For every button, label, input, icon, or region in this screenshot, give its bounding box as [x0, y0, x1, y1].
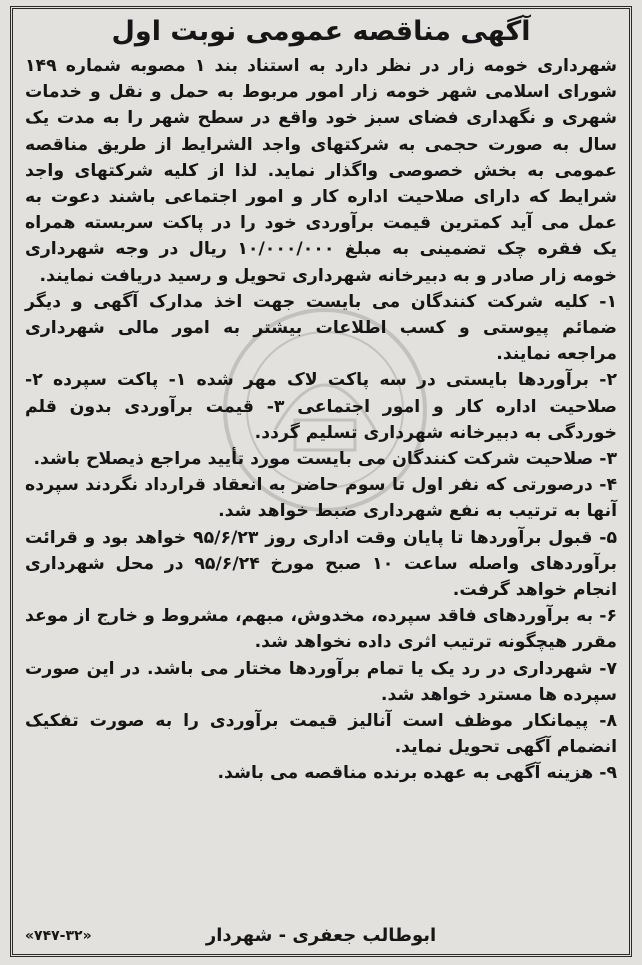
ad-code: «۷۴۷-۳۲»	[25, 928, 92, 944]
condition-item: ۶- به برآوردهای فاقد سپرده، مخدوش، مبهم، مشروط و خارج از موعد مقرر هیچگونه ترتیب اثری داده نخواهد شد.	[25, 606, 617, 653]
notice-title: آگهی مناقصه عمومی نوبت اول	[111, 16, 531, 47]
condition-item: ۲- برآوردها بایستی در سه پاکت لاک مهر شده ۱- پاکت سپرده ۲- صلاحیت اداره کار و امور اجتماعی ۳- قیمت برآوردی بدون قلم خوردگی به دبیرخانه شهرداری تسلیم گردد.	[25, 370, 617, 443]
condition-item: ۹- هزینه آگهی به عهده برنده مناقصه می باشد.	[217, 763, 617, 784]
condition-item: ۷- شهرداری در رد یک یا تمام برآوردها مختار می باشد. در این صورت سپرده ها مسترد خواهد شد.	[25, 658, 617, 705]
condition-item: ۳- صلاحیت شرکت کنندگان می بایست مورد تأیید مراجع ذیصلاح باشد.	[33, 449, 617, 470]
notice-intro: شهرداری خومه زار در نظر دارد به استناد بند ۱ مصوبه شماره ۱۴۹ شورای اسلامی شهر خومه زار امور مربوط به حمل و نقل و خدمات شهری و نگهداری فضای سبز خود واقع در سطح شهر را به مدت یک سال به صورت حجمی به شرکتهای واجد الشرایط از طریق مناقصه عمومی به بخش خصوصی واگذار نماید. لذا از کلیه شرکتهای واجد شرایط که دارای صلاحیت اداره کار و امور اجتماعی باشند دعوت به عمل می آید کمترین قیمت برآوردی خود را در پاکت سربسته همراه یک فقره چک تضمینی به مبلغ ۱۰/۰۰۰/۰۰۰ ریال در وجه شهرداری خومه زار صادر و به دبیرخانه شهرداری تحویل و رسید دریافت نمایند.	[25, 56, 617, 286]
notice-footer	[25, 922, 617, 950]
condition-item: ۴- درصورتی که نفر اول تا سوم حاضر به انعقاد قرارداد نگردند سپرده آنها به ترتیب به نفع شهرداری ضبط خواهد شد.	[25, 475, 617, 522]
notice-frame	[10, 6, 632, 957]
condition-item: ۵- قبول برآوردها تا پایان وقت اداری روز ۹۵/۶/۲۳ خواهد بود و قرائت برآوردهای واصله ساعت ۱۰ صبح مورخ ۹۵/۶/۲۴ در محل شهرداری انجام خواهد گرفت.	[25, 527, 617, 601]
condition-item: ۸- پیمانکار موظف است آنالیز قیمت برآوردی را به صورت تفکیک انضمام آگهی تحویل نماید.	[25, 711, 617, 758]
condition-item: ۱- کلیه شرکت کنندگان می بایست جهت اخذ مدارک آگهی و دیگر ضمائم پیوستی و کسب اطلاعات بیشتر به امور مالی شهرداری مراجعه نمایند.	[25, 291, 617, 365]
signature: ابوطالب جعفری - شهردار	[205, 925, 437, 946]
conditions-list	[25, 289, 617, 787]
